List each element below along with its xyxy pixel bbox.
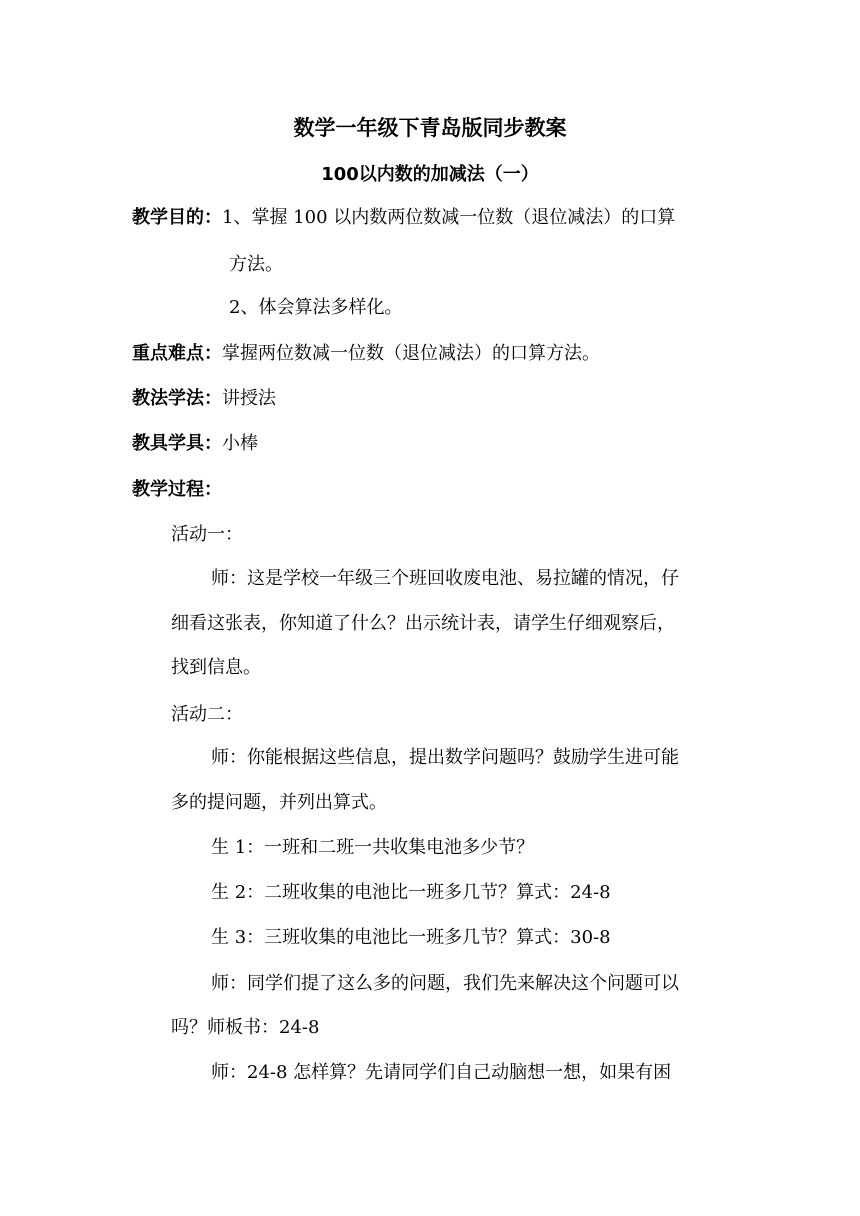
key-points-text: 掌握两位数减一位数（退位减法）的口算方法。 <box>222 343 600 364</box>
activity1-line3: 找到信息。 <box>171 657 261 678</box>
activity2-line2: 多的提问题，并列出算式。 <box>171 792 387 813</box>
method-label: 教法学法： <box>132 388 222 409</box>
teacher-line2: 师：24-8 怎样算？先请同学们自己动脑想一想，如果有困 <box>211 1062 672 1083</box>
objective-line1-continued: 方法。 <box>229 254 283 275</box>
method-text: 讲授法 <box>222 388 276 409</box>
document-subtitle: 100以内数的加减法（一） <box>321 164 539 185</box>
objective-row <box>132 206 675 230</box>
process-row <box>132 478 222 502</box>
tools-row <box>132 432 258 456</box>
student3-line: 生 3：三班收集的电池比一班多几节？算式：30-8 <box>211 927 611 948</box>
process-label: 教学过程： <box>132 479 222 500</box>
objective-line1: 1、掌握 100 以内数两位数减一位数（退位减法）的口算 <box>222 207 676 228</box>
activity1-heading: 活动一： <box>171 524 243 545</box>
objective-line2: 2、体会算法多样化。 <box>229 297 403 318</box>
student2-line: 生 2：二班收集的电池比一班多几节？算式：24-8 <box>211 882 611 903</box>
activity2-line1: 师：你能根据这些信息，提出数学问题吗？鼓励学生进可能 <box>211 747 679 768</box>
method-row <box>132 387 276 411</box>
activity1-line1: 师：这是学校一年级三个班回收废电池、易拉罐的情况，仔 <box>211 568 679 589</box>
tools-text: 小棒 <box>222 433 258 454</box>
activity1-line2: 细看这张表，你知道了什么？出示统计表，请学生仔细观察后， <box>171 613 675 634</box>
tools-label: 教具学具： <box>132 433 222 454</box>
key-points-label: 重点难点： <box>132 343 222 364</box>
teacher-line1: 师：同学们提了这么多的问题，我们先来解决这个问题可以 <box>211 973 679 994</box>
document-title: 数学一年级下青岛版同步教案 <box>293 116 567 140</box>
student1-line: 生 1：一班和二班一共收集电池多少节？ <box>211 837 535 858</box>
teacher-line1-continued: 吗？师板书：24-8 <box>171 1017 320 1038</box>
objective-label: 教学目的： <box>132 207 222 228</box>
activity2-heading: 活动二： <box>171 704 243 725</box>
key-points-row <box>132 342 600 366</box>
